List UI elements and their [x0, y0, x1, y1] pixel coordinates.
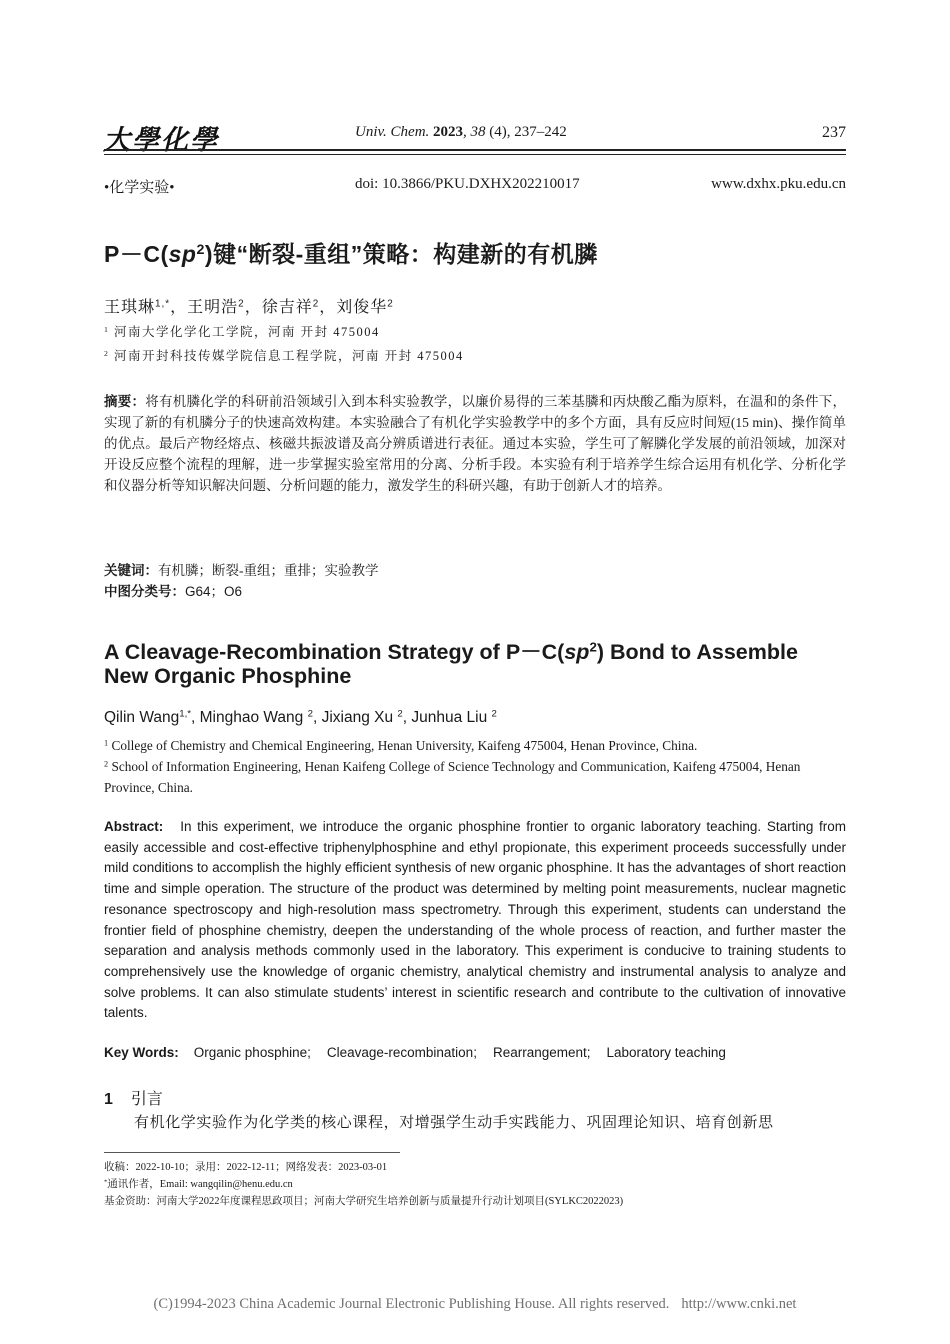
author-en-name: Qilin Wang: [104, 709, 180, 726]
author-cn-sup: 1,*: [155, 298, 171, 310]
authors-cn: [104, 294, 394, 317]
footnote-mark: *: [104, 1178, 108, 1186]
page-number: 237: [822, 124, 846, 141]
title-en-post: ) Bond to Assemble New Organic Phosphine: [104, 640, 798, 688]
abstract-cn-text: 将有机膦化学的科研前沿领域引入到本科实验教学，以廉价易得的三苯基膦和丙炔酸乙酯为原料，在温和的条件下，实现了新的有机膦分子的快速高效构建。本实验融合了有机化学实验教学中的多个方面，具有反应时间短(15 min)、操作简单的优点。最后产物经熔点、核磁共振波谱及高分辨质谱进行表征。通过本实验，学生可了解膦化学发展的前沿领域，加深对开设反应整个流程的理解，进一步掌握实验室常用的分离、分析手段。本实验有利于培养学生综合运用有机化学、分析化学和仪器分析等知识解决问题、分析问题的能力，激发学生的科研兴趣，有助于创新人才的培养。: [104, 394, 847, 493]
author-en-name: Minghao Wang: [199, 709, 304, 726]
authors-en: [104, 709, 497, 727]
title-en-pre: A Cleavage-Recombination Strategy of P－C(: [104, 640, 565, 664]
footnote-rule: [104, 1152, 400, 1153]
section-title: 引言: [130, 1091, 163, 1108]
author-cn-sep: ，: [170, 299, 188, 316]
keywords-cn-label: 关键词：: [104, 563, 158, 578]
author-cn-name: 王琪琳: [104, 299, 156, 316]
footnote-funding: 基金资助：河南大学2022年度课程思政项目；河南大学研究生培养创新与质量提升行动计划项目(SYLKC2022023): [104, 1196, 624, 1207]
title-en-sup: 2: [589, 639, 597, 655]
affiliation-en-num: 2: [104, 759, 109, 769]
footer-copyright: (C)1994-2023 China Academic Journal Electronic Publishing House. All rights reserved.: [153, 1296, 670, 1312]
author-cn-sup: 2: [387, 298, 394, 310]
keyword-en-item: Laboratory teaching: [606, 1045, 726, 1060]
classification-text: G64；O6: [185, 584, 243, 599]
author-cn-name: 徐吉祥: [261, 299, 313, 316]
abstract-en-text: In this experiment, we introduce the organic phosphine frontier to organic laboratory teaching. Starting from easily accessible and cost-effective triphenylphosphine and ethyl propionate, this experiment proceeds successfully under mild conditions to accomplish the highly efficient synthesis of new organic phosphine. It has the advantages of short reaction time and simple operation. The structure of the product was determined by melting point measurements, nuclear magnetic resonance spectroscopy and high-resolution mass spectrometry. Through this experiment, students can understand the frontier field of phosphine chemistry, deepen the understanding of the whole process of reaction, and further master the separation and analysis methods commonly used in the laboratory. This experiment is conducive to training students to comprehensively use the knowledge of organic chemistry, analytical chemistry and instrumental analysis to analyze and solve problems. It can also stimulate students’ interest in scientific research and contribute to the cultivation of innovative talents.: [104, 819, 846, 1021]
keywords-cn-block: [104, 560, 846, 602]
footnote-corresponding: [104, 1176, 293, 1191]
column-label: •化学实验•: [104, 180, 175, 196]
keywords-en: [104, 1045, 742, 1060]
affiliation-cn-text: 河南大学化学化工学院，河南 开封 475004: [114, 325, 380, 339]
doi[interactable]: doi: 10.3866/PKU.DXHX202210017: [355, 176, 580, 192]
journal-issue-pages: (4), 237–242: [489, 124, 567, 140]
title-cn-sp: sp: [168, 241, 197, 267]
affiliation-cn-text: 河南开封科技传媒学院信息工程学院，河南 开封 475004: [114, 349, 464, 363]
author-cn-name: 王明浩: [187, 299, 239, 316]
journal-website[interactable]: www.dxhx.pku.edu.cn: [711, 176, 846, 192]
affiliation-en-2: [104, 756, 846, 798]
abstract-en-label: Abstract:: [104, 819, 164, 834]
author-cn-sep: ，: [244, 299, 262, 316]
affiliation-en-text: School of Information Engineering, Henan Kaifeng College of Science Technology and Communication, Kaifeng 475004, Henan Province, China.: [104, 759, 801, 795]
header-rule-thick: [104, 149, 846, 151]
title-en-sp: sp: [564, 640, 590, 664]
journal-volume: 38: [470, 124, 486, 140]
author-cn-sup: 2: [238, 298, 245, 310]
author-en-sup: 2: [491, 708, 497, 720]
affiliation-en-num: 1: [104, 738, 109, 748]
affiliation-cn-1: [104, 322, 380, 340]
journal-year: 2023: [433, 124, 464, 140]
author-cn-sup: 2: [312, 298, 320, 310]
keywords-en-label: Key Words:: [104, 1045, 179, 1060]
journal-citation: Univ. Chem. 2023, 38 (4), 237–242: [355, 124, 567, 140]
author-en-sup: 2: [307, 708, 313, 720]
classification: [104, 581, 846, 602]
abstract-cn-label: 摘要：: [104, 394, 146, 409]
section-body: 有机化学实验作为化学类的核心课程，对增强学生动手实践能力、巩固理论知识、培育创新思: [134, 1115, 774, 1131]
footnote-corresponding-text: 通讯作者，Email: wangqilin@henu.edu.cn: [107, 1179, 293, 1190]
author-cn-sep: ，: [319, 299, 337, 316]
affiliation-cn-2: [104, 346, 464, 364]
title-en: [104, 640, 846, 688]
title-cn-pre: P－C(: [104, 241, 169, 267]
abstract-en: [104, 817, 846, 1024]
keyword-en-item: Organic phosphine;: [193, 1045, 311, 1060]
affiliation-cn-num: 2: [104, 348, 110, 358]
keywords-cn-text: 有机膦；断裂-重组；重排；实验教学: [158, 563, 379, 578]
footnote-received: 收稿：2022-10-10；录用：2022-12-11；网络发表：2023-03-01: [104, 1162, 388, 1173]
author-en-name: Jixiang Xu: [321, 709, 394, 726]
footer-url[interactable]: http://www.cnki.net: [681, 1296, 797, 1312]
keyword-en-item: Rearrangement;: [492, 1045, 591, 1060]
affiliation-en-text: College of Chemistry and Chemical Engineering, Henan University, Kaifeng 475004, Henan Province, China.: [111, 738, 698, 753]
section-number: 1: [104, 1091, 113, 1108]
author-en-name: Junhua Liu: [411, 709, 488, 726]
journal-logo: 大學化學: [103, 125, 219, 156]
title-cn: [104, 236, 598, 269]
author-en-sep: ,: [312, 709, 322, 726]
affiliation-cn-num: 1: [104, 324, 110, 334]
affiliation-en-1: [104, 735, 846, 756]
keywords-cn: [104, 560, 846, 581]
classification-label: 中图分类号：: [104, 584, 185, 599]
author-en-sep: ,: [190, 709, 200, 726]
header-rule-thin: [104, 154, 846, 155]
journal-name: Univ. Chem.: [355, 124, 430, 140]
title-cn-sup: 2: [196, 242, 205, 259]
section-heading: [104, 1086, 163, 1109]
page-footer: [0, 1296, 950, 1313]
keyword-en-item: Cleavage-recombination;: [326, 1045, 477, 1060]
author-en-sup: 1,*: [179, 708, 191, 720]
author-cn-name: 刘俊华: [336, 299, 388, 316]
title-cn-post: )键“断裂-重组”策略：构建新的有机膦: [204, 241, 598, 267]
abstract-cn: [104, 391, 846, 496]
author-en-sup: 2: [397, 708, 403, 720]
author-en-sep: ,: [402, 709, 412, 726]
